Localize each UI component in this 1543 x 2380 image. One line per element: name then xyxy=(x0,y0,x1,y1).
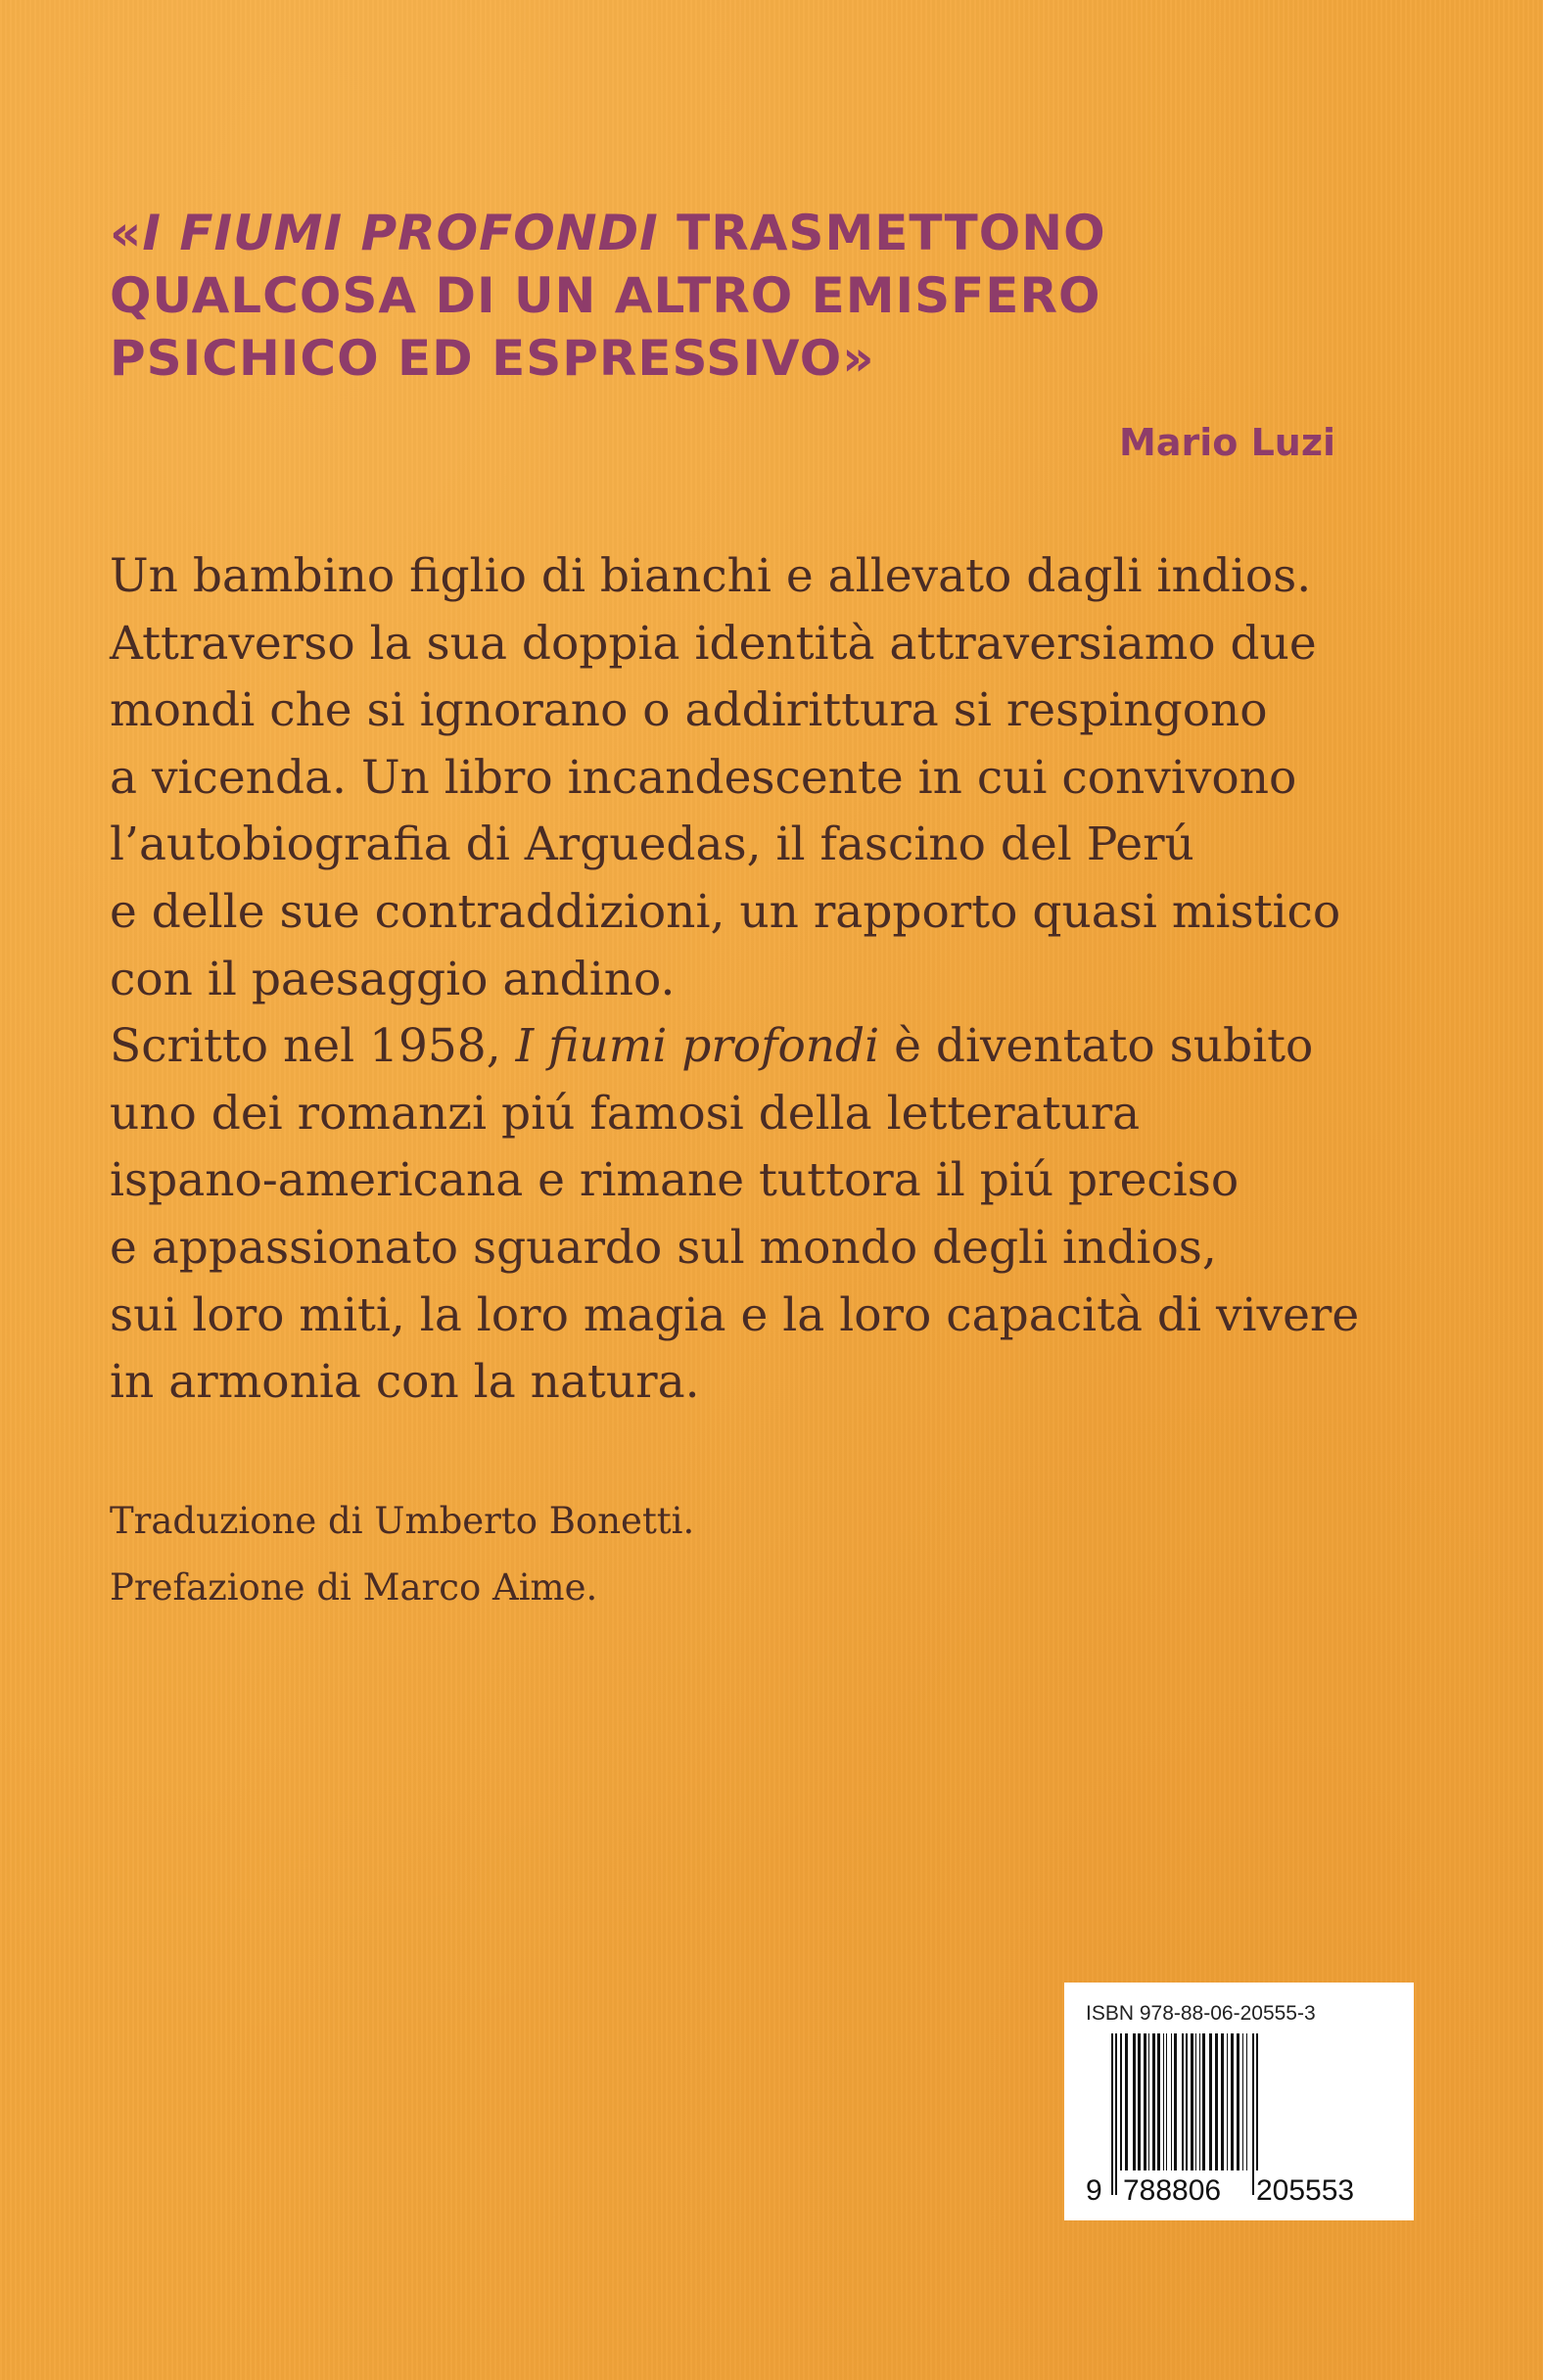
barcode-bar xyxy=(1111,2033,1113,2195)
quote-line-1-rest: TRASMETTONO xyxy=(658,205,1106,261)
barcode-bar xyxy=(1209,2033,1212,2170)
blurb-line: a vicenda. Un libro incandescente in cui convivono xyxy=(110,750,1297,805)
isbn-number: ISBN 978-88-06-20555-3 xyxy=(1086,2002,1316,2025)
blurb-line: e delle sue contraddizioni, un rapporto quasi mistico xyxy=(110,884,1341,939)
preface-credit: Prefazione di Marco Aime. xyxy=(110,1566,598,1609)
barcode-bar xyxy=(1227,2033,1228,2170)
blurb-line: uno dei romanzi piú famosi della letteratura xyxy=(110,1086,1141,1141)
barcode-bar xyxy=(1157,2033,1160,2170)
barcode-left-digits: 788806 xyxy=(1123,2174,1222,2205)
barcode-bar xyxy=(1191,2033,1193,2170)
barcode-bar xyxy=(1138,2033,1141,2170)
cover-quote xyxy=(110,202,1382,390)
blurb-line: Attraverso la sua doppia identità attraversiamo due xyxy=(110,616,1317,671)
translation-credit: Traduzione di Umberto Bonetti. xyxy=(110,1500,695,1542)
barcode-label xyxy=(1064,1983,1414,2220)
blurb-text-fragment: Scritto nel 1958, xyxy=(110,1019,516,1074)
barcode-bar xyxy=(1115,2033,1117,2195)
quote-line-3: PSICHICO ED ESPRESSIVO» xyxy=(110,330,875,387)
blurb-line: Un bambino figlio di bianchi e allevato dagli indios. xyxy=(110,549,1312,603)
barcode-bar xyxy=(1221,2033,1224,2170)
barcode-bar xyxy=(1231,2033,1234,2170)
blurb-line: mondi che si ignorano o addirittura si respingono xyxy=(110,683,1268,738)
barcode-right-digits: 205553 xyxy=(1256,2174,1355,2205)
blurb-text-fragment: è diventato subito xyxy=(879,1019,1314,1074)
barcode-bar xyxy=(1144,2033,1146,2170)
barcode-first-digit: 9 xyxy=(1086,2174,1102,2205)
barcode-bar xyxy=(1174,2033,1177,2170)
blurb-text xyxy=(110,543,1480,1417)
barcode-bar xyxy=(1202,2033,1205,2170)
barcode-bar xyxy=(1242,2033,1243,2170)
barcode-bar xyxy=(1252,2033,1254,2195)
barcode-bar xyxy=(1237,2033,1239,2170)
credits xyxy=(110,1488,694,1621)
quote-open-mark: « xyxy=(110,205,143,261)
blurb-line: e appassionato sguardo sul mondo degli indios, xyxy=(110,1220,1217,1275)
barcode-bar xyxy=(1163,2033,1164,2170)
barcode-graphic xyxy=(1084,2033,1397,2205)
barcode-bar xyxy=(1133,2033,1136,2170)
barcode-bar xyxy=(1199,2033,1200,2170)
barcode-bar xyxy=(1195,2033,1196,2170)
barcode-bar xyxy=(1152,2033,1155,2170)
quote-book-title: I FIUMI PROFONDI xyxy=(142,205,659,261)
barcode-bar xyxy=(1215,2033,1218,2170)
blurb-line: ispano-americana e rimane tuttora il piú preciso xyxy=(110,1153,1239,1208)
barcode-bar xyxy=(1246,2033,1247,2170)
quote-attribution: Mario Luzi xyxy=(1119,421,1335,464)
barcode-bar xyxy=(1125,2033,1128,2170)
barcode-bar xyxy=(1120,2033,1122,2170)
blurb-line: l’autobiografia di Arguedas, il fascino del Perú xyxy=(110,817,1194,872)
blurb-line: sui loro miti, la loro magia e la loro capacità di vivere xyxy=(110,1287,1360,1342)
blurb-line: in armonia con la natura. xyxy=(110,1355,700,1410)
blurb-book-title: I fiumi profondi xyxy=(515,1019,880,1074)
quote-line-1 xyxy=(110,202,1382,264)
barcode-bar xyxy=(1171,2033,1172,2170)
barcode-bar xyxy=(1148,2033,1149,2170)
blurb-line: con il paesaggio andino. xyxy=(110,952,676,1006)
barcode-bar xyxy=(1166,2033,1167,2170)
quote-line-2: QUALCOSA DI UN ALTRO EMISFERO xyxy=(110,267,1101,324)
blurb-line-with-title xyxy=(110,1013,1480,1081)
